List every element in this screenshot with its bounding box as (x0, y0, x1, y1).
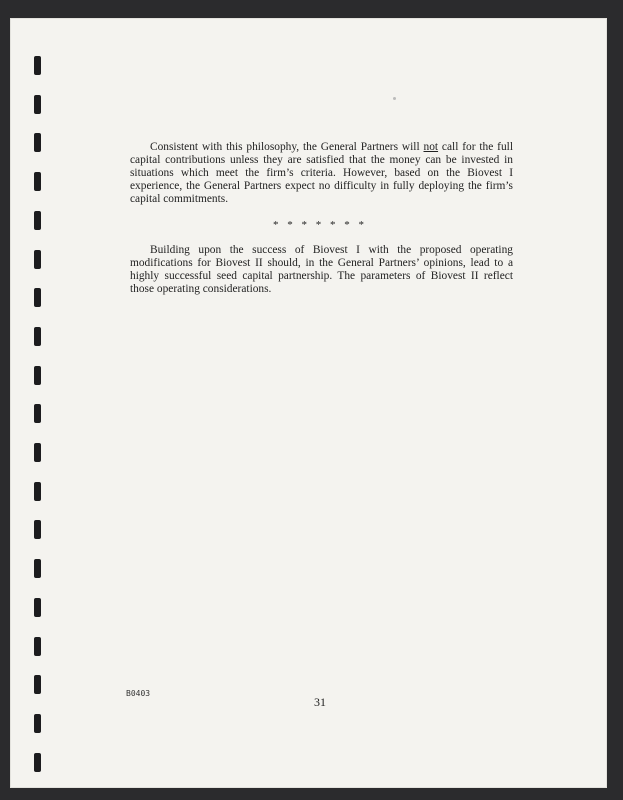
binder-hole (34, 714, 41, 733)
binder-holes (34, 56, 44, 796)
binder-hole (34, 133, 41, 152)
binder-hole (34, 482, 41, 501)
paragraph1-text-start: Consistent with this philosophy, the General Partners will (150, 141, 424, 153)
page-number: 31 (314, 695, 326, 709)
underlined-word: not (423, 141, 439, 153)
binder-hole (34, 443, 41, 462)
binder-hole (34, 520, 41, 539)
binder-hole (34, 250, 41, 269)
paragraph-philosophy (130, 141, 513, 206)
binder-hole (34, 327, 41, 346)
binder-hole (34, 366, 41, 385)
paragraph2-text: Building upon the success of Biovest I with the proposed operating modifications for Biovest II should, in the General Partners’ opinions, lead to a highly successful seed capital partnership. The parameters of Biovest II reflect those operating considerations. (130, 244, 513, 296)
section-separator: * * * * * * * (273, 219, 367, 231)
binder-hole (34, 56, 41, 75)
binder-hole (34, 288, 41, 307)
document-page (10, 18, 607, 788)
paragraph1-text-end: call for the full capital contributions unless they are satisfied that the money can be invested in situations which meet the firm’s criteria. However, based on the Biovest I experience, the General Partners expect no difficulty in fully deploying the firm’s capital commitments. (130, 141, 513, 206)
binder-hole (34, 95, 41, 114)
binder-hole (34, 598, 41, 617)
binder-hole (34, 559, 41, 578)
binder-hole (34, 211, 41, 230)
binder-hole (34, 404, 41, 423)
binder-hole (34, 637, 41, 656)
binder-hole (34, 172, 41, 191)
binder-hole (34, 675, 41, 694)
paper-speck (393, 97, 396, 100)
paragraph-building (130, 244, 513, 296)
document-code: B0403 (126, 689, 151, 698)
binder-hole (34, 753, 41, 772)
